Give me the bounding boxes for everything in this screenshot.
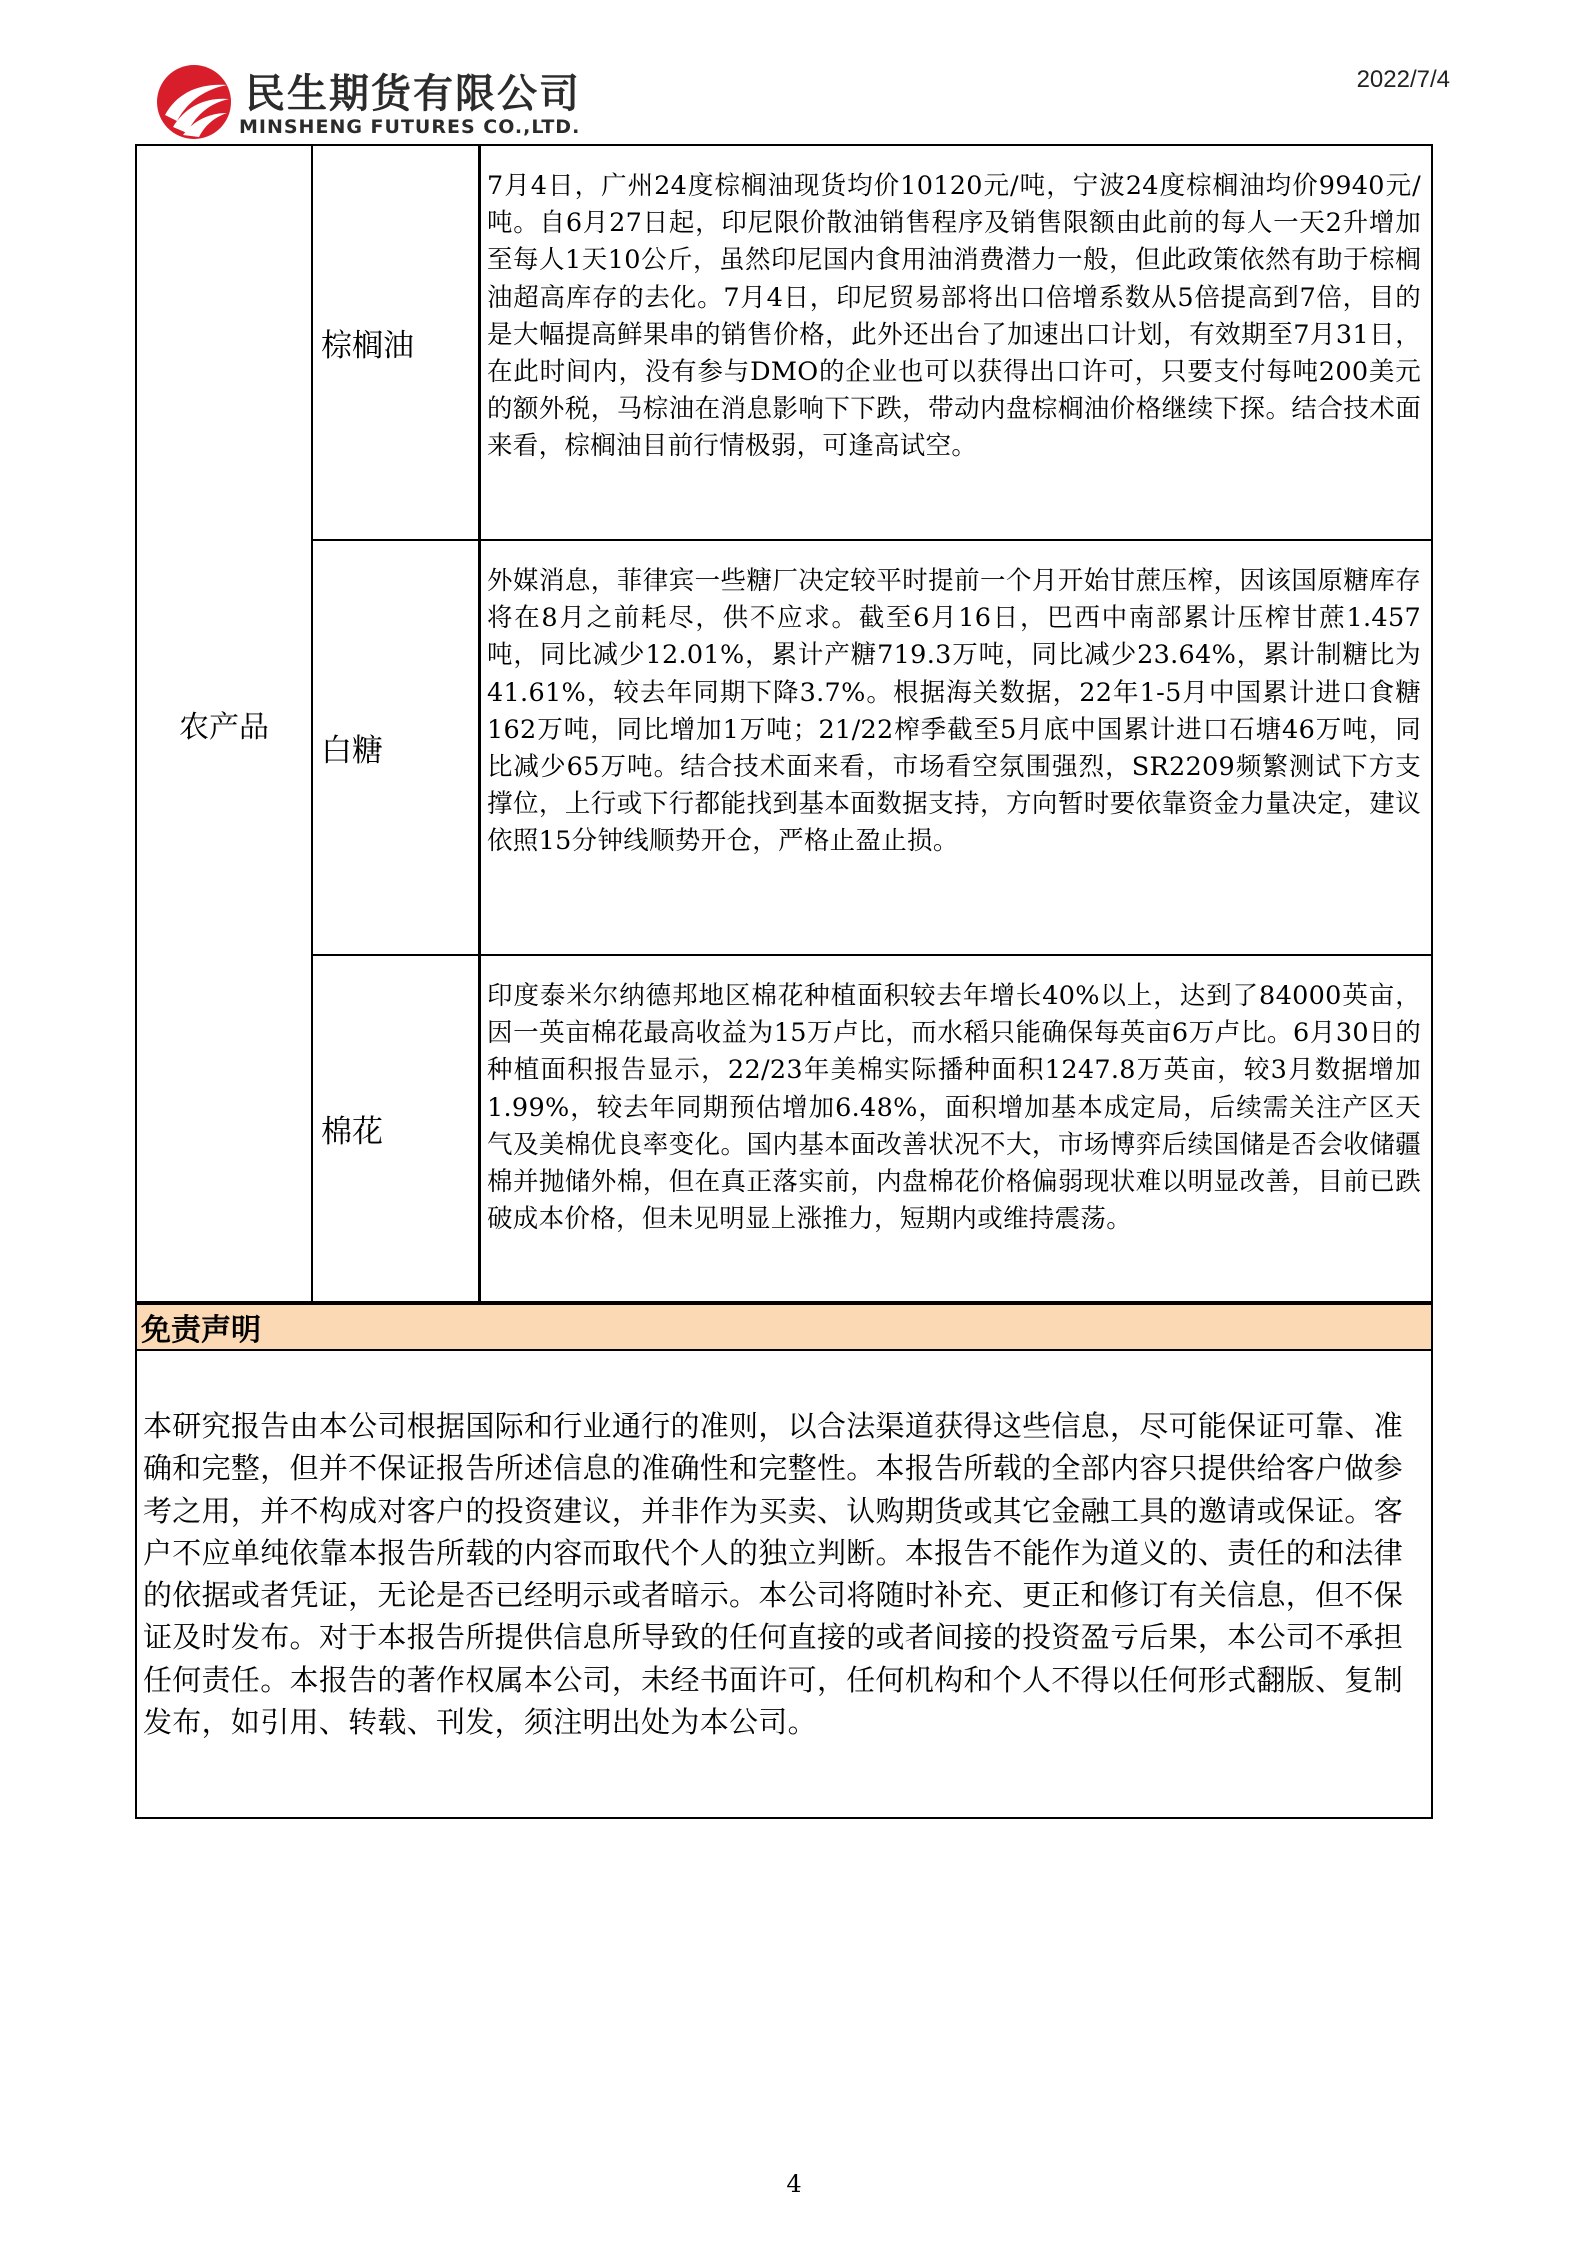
page-number: 4 [786,2170,802,2198]
commodity-table [135,144,1433,1303]
report-date: 2022/7/4 [1356,66,1450,93]
category-cell: 农产品 [137,146,313,1301]
company-name-en: MINSHENG FUTURES CO.,LTD. [239,116,581,138]
commodity-analysis-sugar: 外媒消息，菲律宾一些糖厂决定较平时提前一个月开始甘蔗压榨，因该国原糖库存将在8月之前耗尽，供不应求。截至6月16日，巴西中南部累计压榨甘蔗1.457吨，同比减少12.01%，累计产糖719.3万吨，同比减少23.64%，累计制糖比为41.61%，较去年同期下降3.7%。根据海关数据，22年1-5月中国累计进口食糖162万吨，同比增加1万吨；21/22榨季截至5月底中国累计进口石塘46万吨，同比减少65万吨。结合技术面来看，市场看空氛围强烈，SR2209频繁测试下方支撑位，上行或下行都能找到基本面数据支持，方向暂时要依靠资金力量决定，建议依照15分钟线顺势开仓，严格止盈止损。 [481,541,1431,956]
commodity-analysis-palm-oil: 7月4日，广州24度棕榈油现货均价10120元/吨，宁波24度棕榈油均价9940元/吨。自6月27日起，印尼限价散油销售程序及销售限额由此前的每人一天2升增加至每人1天10公斤，虽然印尼国内食用油消费潜力一般，但此政策依然有助于棕榈油超高库存的去化。7月4日，印尼贸易部将出口倍增系数从5倍提高到7倍，目的是大幅提高鲜果串的销售价格，此外还出台了加速出口计划，有效期至7月31日，在此时间内，没有参与DMO的企业也可以获得出口许可，只要支付每吨200美元的额外税，马棕油在消息影响下下跌，带动内盘棕榈油价格继续下探。结合技术面来看，棕榈油目前行情极弱，可逢高试空。 [481,146,1431,541]
commodity-name-cotton: 棉花 [313,956,481,1301]
disclaimer-title: 免责声明 [135,1303,1433,1351]
commodity-analysis-cotton: 印度泰米尔纳德邦地区棉花种植面积较去年增长40%以上，达到了84000英亩，因一英亩棉花最高收益为15万卢比，而水稻只能确保每英亩6万卢比。6月30日的种植面积报告显示，22/23年美棉实际播种面积1247.8万英亩，较3月数据增加1.99%，较去年同期预估增加6.48%，面积增加基本成定局，后续需关注产区天气及美棉优良率变化。国内基本面改善状况不大，市场博弈后续国储是否会收储疆棉并抛储外棉，但在真正落实前，内盘棉花价格偏弱现状难以明显改善，目前已跌破成本价格，但未见明显上涨推力，短期内或维持震荡。 [487,981,1421,1235]
minsheng-logo-icon [155,63,233,141]
commodity-name-sugar: 白糖 [313,541,481,956]
company-name-cn: 民生期货有限公司 [245,71,581,117]
commodity-name-palm-oil: 棕榈油 [313,146,481,541]
disclaimer-body: 本研究报告由本公司根据国际和行业通行的准则，以合法渠道获得这些信息，尽可能保证可靠、准确和完整，但并不保证报告所述信息的准确性和完整性。本报告所载的全部内容只提供给客户做参考之用，并不构成对客户的投资建议，并非作为买卖、认购期货或其它金融工具的邀请或保证。客户不应单纯依靠本报告所载的内容而取代个人的独立判断。本报告不能作为道义的、责任的和法律的依据或者凭证，无论是否已经明示或者暗示。本公司将随时补充、更正和修订有关信息，但不保证及时发布。对于本报告所提供信息所导致的任何直接的或者间接的投资盈亏后果，本公司不承担任何责任。本报告的著作权属本公司，未经书面许可，任何机构和个人不得以任何形式翻版、复制发布，如引用、转载、刊发，须注明出处为本公司。 [135,1351,1433,1819]
company-logo [155,58,635,148]
